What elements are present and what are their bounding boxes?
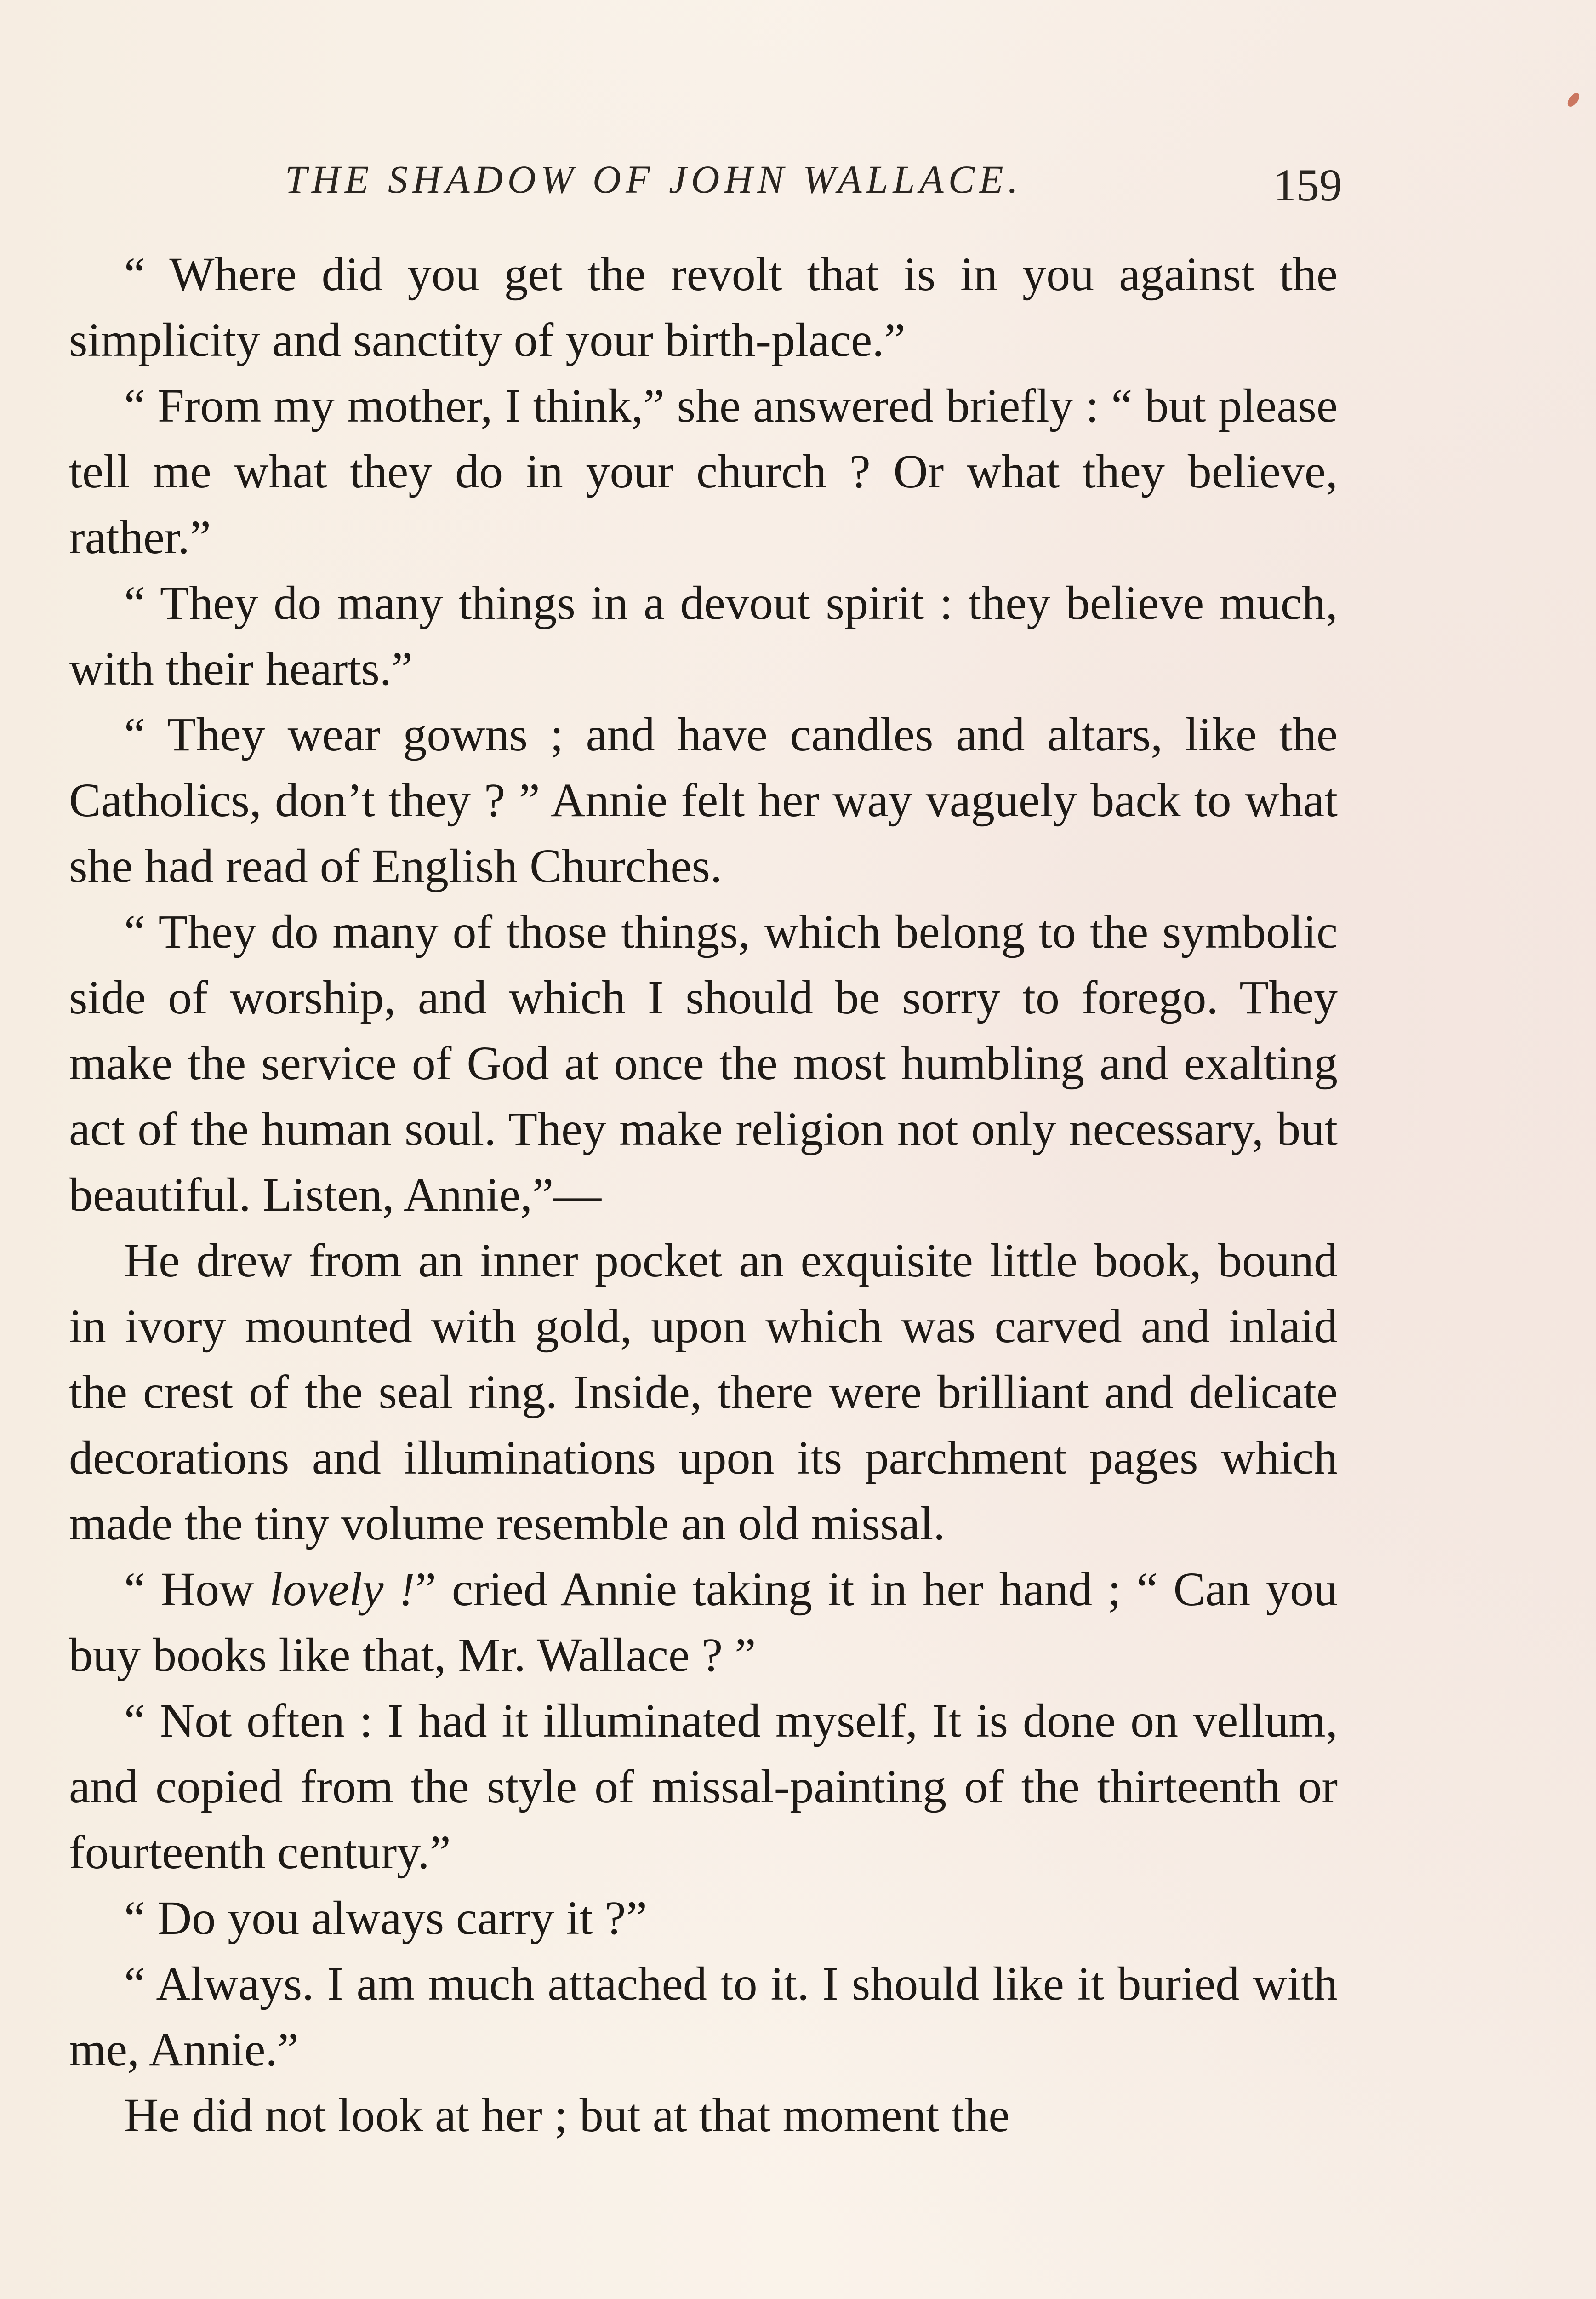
paragraph: He drew from an inner pocket an exquisite little book, bound in ivory mounted with gold, upon which was carved and inlaid the crest of the seal ring. Inside, there were brilliant and delicate decorations and illuminations upon its parchment pages which made the tiny volume resemble an old missal. bbox=[69, 1234, 1338, 1550]
running-head: THE SHADOW OF JOHN WALLACE. bbox=[285, 157, 1023, 201]
paragraph: “ They wear gowns ; and have candles and altars, like the Catholics, don’t they ? ” Annie felt her way vaguely back to what she had read of English Churches. bbox=[69, 708, 1338, 892]
paragraph: “ Always. I am much attached to it. I should like it buried with me, Annie.” bbox=[69, 1957, 1338, 2076]
ink-mark bbox=[1566, 91, 1581, 109]
page-number: 159 bbox=[1273, 160, 1342, 211]
paragraph: He did not look at her ; but at that moment the bbox=[124, 2089, 1010, 2142]
paragraph-text: ” cried Annie taking it in her hand ; “ Can you buy books like that, Mr. Wallace ? ” bbox=[69, 1563, 1338, 1681]
paragraph-text: “ How bbox=[124, 1563, 270, 1616]
paragraph: “ Where did you get the revolt that is in you against the simplicity and sanctity of your birth-place.” bbox=[69, 248, 1338, 366]
paragraph: “ Do you always carry it ?” bbox=[124, 1892, 647, 1944]
paragraph: “ Not often : I had it illuminated myself, It is done on vellum, and copied from the style of missal-painting of the thirteenth or fourteenth century.” bbox=[69, 1694, 1338, 1879]
page-header bbox=[69, 147, 1342, 216]
paragraph: “ They do many of those things, which belong to the symbolic side of worship, and which I should be sorry to forego. They make the service of God at once the most humbling and exalting act of the human soul. They make religion not only necessary, but beautiful. Listen, Annie,”— bbox=[69, 905, 1338, 1221]
paragraph bbox=[69, 1556, 1338, 1688]
italic-emphasis: lovely ! bbox=[269, 1563, 415, 1616]
paragraph: “ They do many things in a devout spirit : they believe much, with their hearts.” bbox=[69, 577, 1338, 695]
body-text bbox=[69, 241, 1338, 2148]
paragraph: “ From my mother, I think,” she answered briefly : “ but please tell me what they do in your church ? Or what they believe, rather.” bbox=[69, 379, 1338, 564]
